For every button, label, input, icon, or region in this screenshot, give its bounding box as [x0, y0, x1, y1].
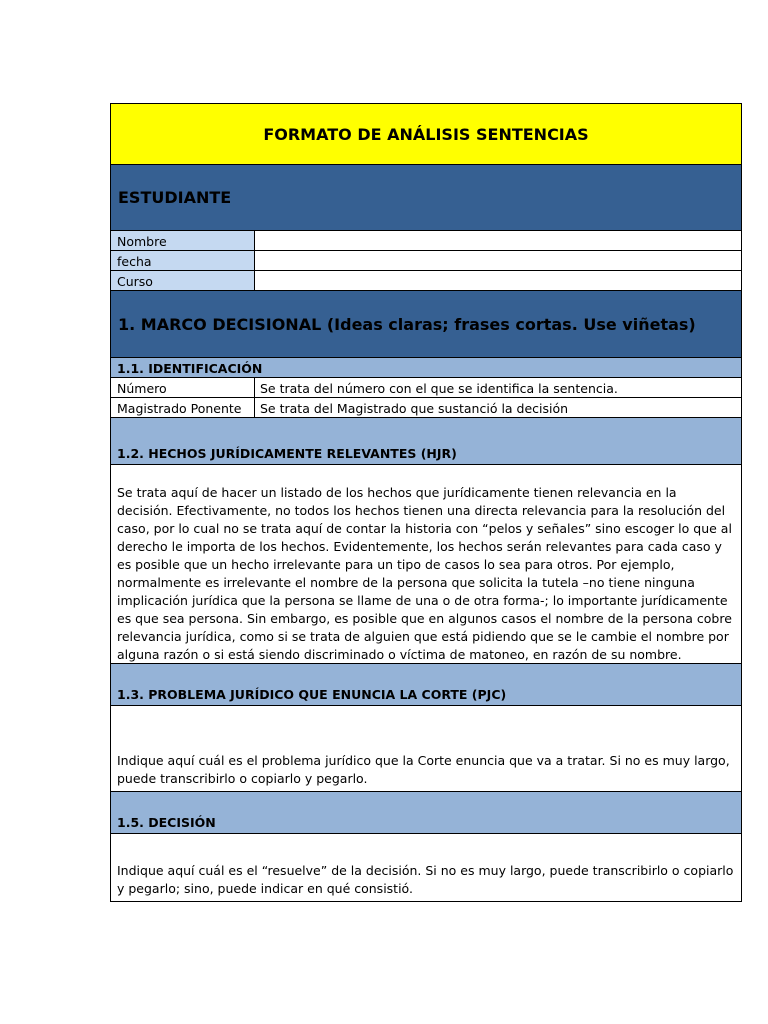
decision-text-area[interactable] [111, 834, 741, 901]
student-section-header [111, 165, 741, 231]
student-row-nombre [111, 231, 741, 251]
pjc-header [111, 664, 741, 706]
marco-header-text: 1. MARCO DECISIONAL (Ideas claras; frases cortas. Use viñetas) [118, 314, 696, 334]
ponente-field[interactable]: Se trata del Magistrado que sustanció la decisión [260, 401, 569, 416]
marco-section-header [111, 291, 741, 358]
student-header-text: ESTUDIANTE [118, 188, 232, 207]
curso-field[interactable] [255, 271, 741, 290]
hjr-header-text: 1.2. HECHOS JURÍDICAMENTE RELEVANTES (HJR) [117, 446, 457, 461]
hjr-text: Se trata aquí de hacer un listado de los hechos que jurídicamente tienen relevancia en la decisión. Efectivamente, no todos los hechos tienen una directa relevancia para la resolución del caso, por lo cual no se trata aquí de contar la historia con “pelos y señales” sino escoger lo que al derecho le importa de los hechos. Evidentemente, los hechos serán relevantes para cada caso y es posible que un hecho irrelevante para un tipo de casos lo sea para otros. Por ejemplo, normalmente es irrelevante el nombre de la persona que solicita la tutela –no tiene ninguna implicación jurídica que la persona se llame de una o de otra forma-; lo importante jurídicamente es que sea persona. Sin embargo, es posible que en algunos casos el nombre de la persona cobre relevancia jurídica, como si se trata de alguien que está pidiendo que se le cambie el nombre por alguna razón o si está siendo discriminado o víctima de matoneo, en razón de su nombre. [117, 485, 732, 662]
fecha-label: fecha [111, 251, 255, 270]
student-row-fecha [111, 251, 741, 271]
decision-header-text: 1.5. DECISIÓN [117, 815, 216, 830]
identificacion-header-text: 1.1. IDENTIFICACIÓN [117, 361, 263, 376]
ponente-label: Magistrado Ponente [111, 398, 255, 417]
numero-label: Número [111, 378, 255, 397]
fecha-field[interactable] [255, 251, 741, 270]
pjc-text-area[interactable] [111, 706, 741, 792]
numero-field[interactable]: Se trata del número con el que se identifica la sentencia. [260, 381, 618, 396]
analysis-form [110, 103, 742, 902]
hjr-text-area[interactable] [111, 465, 741, 664]
numero-row [111, 378, 741, 398]
nombre-label: Nombre [111, 231, 255, 250]
student-row-curso [111, 271, 741, 291]
nombre-field[interactable] [255, 231, 741, 250]
hjr-header [111, 418, 741, 465]
identificacion-header [111, 358, 741, 378]
ponente-row [111, 398, 741, 418]
curso-label: Curso [111, 271, 255, 290]
decision-header [111, 792, 741, 834]
pjc-header-text: 1.3. PROBLEMA JURÍDICO QUE ENUNCIA LA CORTE (PJC) [117, 687, 507, 702]
pjc-text: Indique aquí cuál es el problema jurídico que la Corte enuncia que va a tratar. Si no es muy largo, puede transcribirlo o copiarlo y pegarlo. [117, 753, 730, 786]
decision-text: Indique aquí cuál es el “resuelve” de la decisión. Si no es muy largo, puede transcribirlo o copiarlo y pegarlo; sino, puede indicar en qué consistió. [117, 863, 734, 896]
form-title-text: FORMATO DE ANÁLISIS SENTENCIAS [263, 124, 589, 144]
form-title [111, 104, 741, 165]
